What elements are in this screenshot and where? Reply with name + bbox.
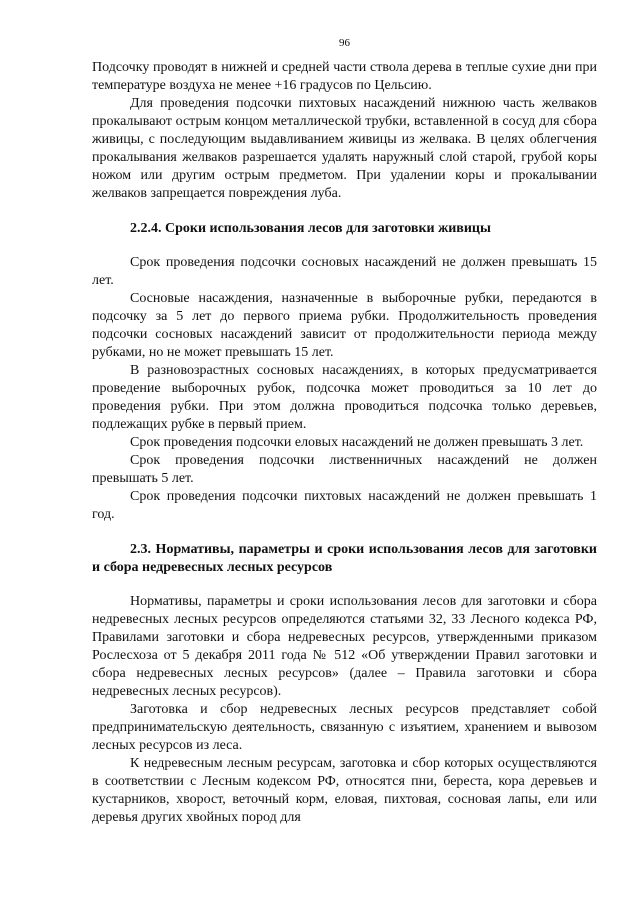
section-2-2-4-body [92,254,597,524]
paragraph: К недревесным лесным ресурсам, заготовка и сбор которых осуществляются в соответствии с Лесным кодексом РФ, относятся пни, береста, кора деревьев и кустарников, хворост, веточный корм, еловая, пихтовая, сосновая лапы, ели или деревья других хвойных пород для [92,756,597,825]
intro-section [92,59,597,203]
paragraph: Нормативы, параметры и сроки использования лесов для заготовки и сбора недревесных лесных ресурсов определяются статьями 32, 33 Лесного кодекса РФ, Правилами заготовки и сбора недревесных ресурсов, утвержденными приказом Рослесхоза от 5 декабря 2011 года № 512 «Об утверждении Правил заготовки и сбора недревесных лесных ресурсов» (далее – Правила заготовки и сбора недревесных лесных ресурсов). [92,594,597,699]
paragraph: Срок проведения подсочки пихтовых насаждений не должен превышать 1 год. [92,489,597,522]
document-page [92,36,597,827]
paragraph: В разновозрастных сосновых насаждениях, в которых предусматривается проведение выборочных рубок, подсочка может проводиться за 10 лет до проведения рубки. При этом должна проводиться подсочка только деревьев, подлежащих рубке в первый прием. [92,363,597,432]
paragraph: Подсочку проводят в нижней и средней части ствола дерева в теплые сухие дни при температуре воздуха не менее +16 градусов по Цельсию. [92,60,597,93]
paragraph: Сосновые насаждения, назначенные в выборочные рубки, передаются в подсочку за 5 лет до первого приема рубки. Продолжительность проведения подсочки сосновых насаждений зависит от продолжительности периода между рубками, но не может превышать 15 лет. [92,291,597,360]
paragraph: Срок проведения подсочки еловых насаждений не должен превышать 3 лет. [130,435,584,450]
paragraph: Для проведения подсочки пихтовых насаждений нижнюю часть желваков прокалывают острым концом металлической трубки, вставленной в сосуд для сбора живицы, с последующим выдавливанием живицы из желвака. В целях облегчения прокалывания желваков разрешается удалять наружный слой старой, грубой коры ножом или другим острым предметом. При удалении коры и прокалывании желваков запрещается повреждения луба. [92,96,597,201]
paragraph: Срок проведения подсочки лиственничных насаждений не должен превышать 5 лет. [92,453,597,486]
page-number: 96 [339,37,350,49]
section-heading-2-2-4: 2.2.4. Сроки использования лесов для заготовки живицы [130,221,491,236]
section-heading-2-3: 2.3. Нормативы, параметры и сроки использования лесов для заготовки и сбора недревесных лесных ресурсов [92,542,597,575]
section-2-3-body [92,593,597,827]
paragraph: Заготовка и сбор недревесных лесных ресурсов представляет собой предпринимательскую деятельность, связанную с изъятием, хранением и вывозом лесных ресурсов из леса. [92,702,597,753]
paragraph: Срок проведения подсочки сосновых насаждений не должен превышать 15 лет. [92,255,597,288]
